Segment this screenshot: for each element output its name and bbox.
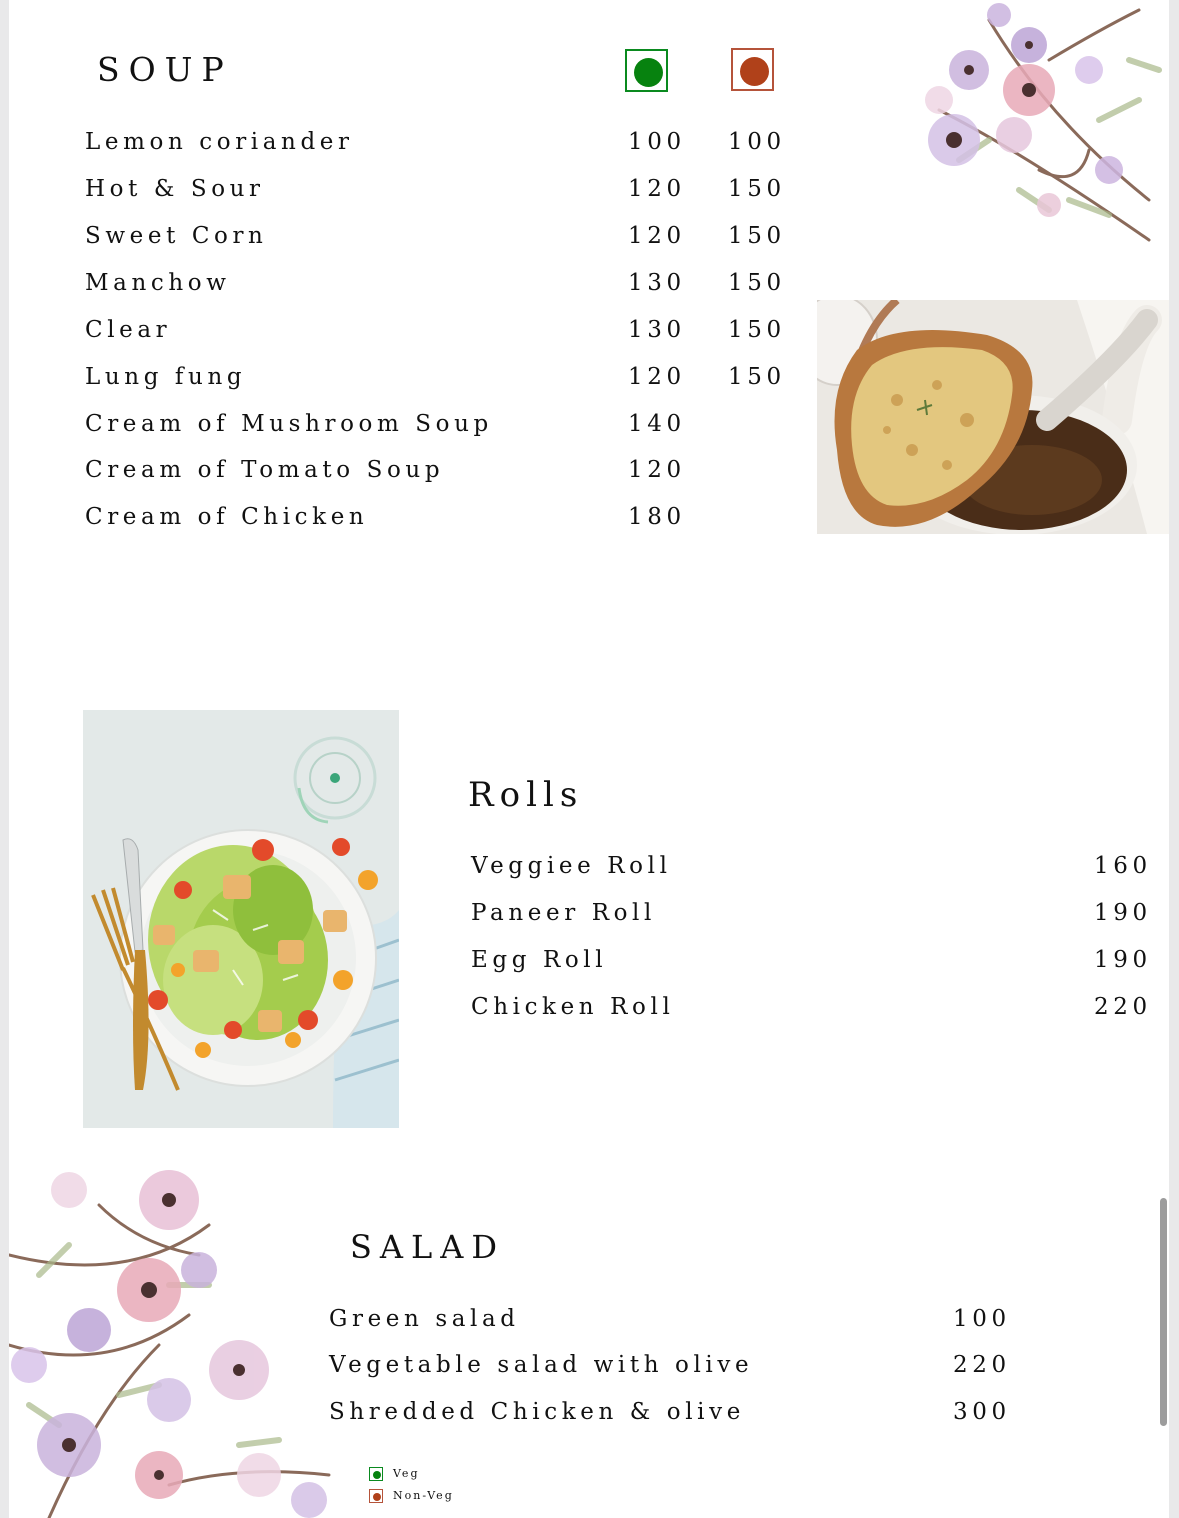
salad-item-price: 220 — [953, 1352, 1011, 1378]
soup-item-veg-price: 120 — [628, 176, 686, 202]
soup-item-name: Cream of Mushroom Soup — [85, 411, 493, 437]
soup-item-veg-price: 180 — [628, 504, 686, 530]
roll-item-price: 160 — [1094, 853, 1152, 879]
soup-item-nonveg-price: 150 — [728, 317, 786, 343]
soup-item-name: Sweet Corn — [85, 223, 268, 249]
veg-indicator-icon — [625, 49, 668, 92]
soup-item-name: Cream of Tomato Soup — [85, 457, 445, 483]
soup-section-title: SOUP — [97, 50, 233, 89]
rolls-section-title: Rolls — [468, 775, 584, 815]
salad-section-title: SALAD — [350, 1228, 506, 1266]
floral-decoration-bottom-left — [9, 1145, 339, 1518]
salad-item-price: 300 — [953, 1399, 1011, 1425]
salad-item — [329, 1399, 1029, 1439]
soup-item — [85, 317, 825, 357]
soup-item-name: Lung fung — [85, 364, 247, 390]
soup-item-veg-price: 120 — [628, 457, 686, 483]
salad-item — [329, 1352, 1029, 1392]
soup-item — [85, 129, 825, 169]
roll-item-name: Chicken Roll — [471, 994, 675, 1020]
soup-item-veg-price: 140 — [628, 411, 686, 437]
roll-item-name: Veggiee Roll — [471, 853, 672, 879]
menu-page — [9, 0, 1169, 1518]
vertical-scrollbar[interactable] — [1160, 1198, 1167, 1426]
legend-nonveg-label: Non-Veg — [393, 1489, 454, 1502]
roll-item-price: 220 — [1094, 994, 1152, 1020]
salad-photo — [83, 710, 399, 1128]
soup-item-veg-price: 120 — [628, 364, 686, 390]
soup-item-veg-price: 130 — [628, 270, 686, 296]
soup-item — [85, 223, 825, 263]
nonveg-indicator-icon — [731, 48, 774, 91]
legend-veg-label: Veg — [393, 1467, 420, 1480]
soup-item-veg-price: 100 — [628, 129, 686, 155]
salad-item-name: Green salad — [329, 1306, 520, 1332]
soup-item-name: Clear — [85, 317, 172, 343]
soup-item — [85, 176, 825, 216]
salad-item-price: 100 — [953, 1306, 1011, 1332]
soup-item-name: Cream of Chicken — [85, 504, 369, 530]
roll-item-price: 190 — [1094, 947, 1152, 973]
soup-item-nonveg-price: 150 — [728, 364, 786, 390]
floral-decoration-top-right — [899, 0, 1169, 250]
roll-item — [471, 853, 1161, 893]
soup-item-nonveg-price: 150 — [728, 270, 786, 296]
soup-item — [85, 457, 825, 497]
roll-item — [471, 947, 1161, 987]
roll-item — [471, 900, 1161, 940]
salad-item — [329, 1306, 1029, 1346]
roll-item-name: Paneer Roll — [471, 900, 656, 926]
roll-item-price: 190 — [1094, 900, 1152, 926]
soup-item-nonveg-price: 100 — [728, 129, 786, 155]
soup-item-name: Manchow — [85, 270, 231, 296]
soup-item — [85, 270, 825, 310]
soup-item-nonveg-price: 150 — [728, 176, 786, 202]
soup-item — [85, 364, 825, 404]
veg-indicator-icon — [369, 1467, 383, 1481]
soup-item — [85, 411, 825, 451]
soup-item-veg-price: 130 — [628, 317, 686, 343]
nonveg-indicator-icon — [369, 1489, 383, 1503]
salad-item-name: Vegetable salad with olive — [329, 1352, 754, 1378]
soup-item — [85, 504, 825, 544]
soup-item-name: Hot & Sour — [85, 176, 265, 202]
roll-item-name: Egg Roll — [471, 947, 608, 973]
soup-item-nonveg-price: 150 — [728, 223, 786, 249]
soup-item-veg-price: 120 — [628, 223, 686, 249]
roll-item — [471, 994, 1161, 1034]
salad-item-name: Shredded Chicken & olive — [329, 1399, 745, 1425]
soup-item-name: Lemon coriander — [85, 129, 354, 155]
soup-photo — [817, 300, 1169, 534]
